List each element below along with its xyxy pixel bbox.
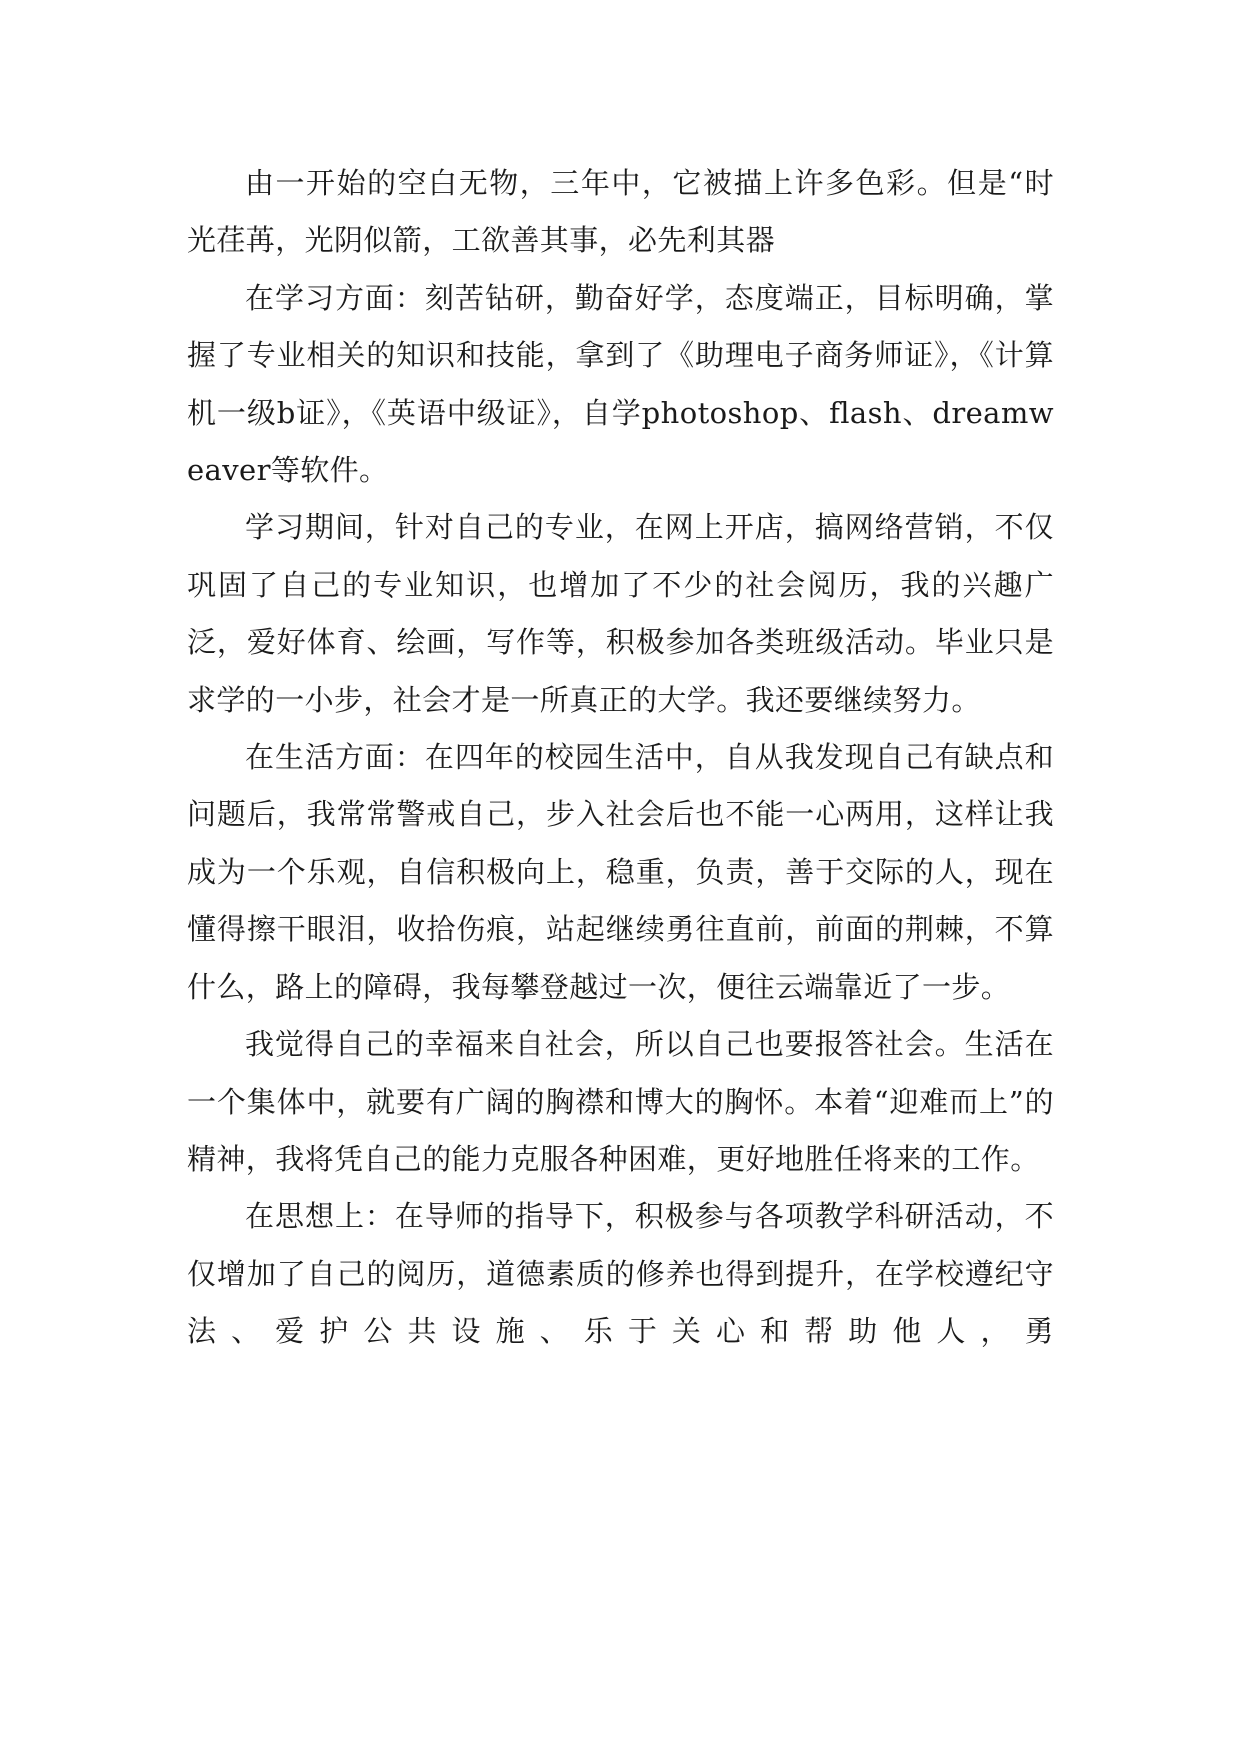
paragraph-life: 在生活方面：在四年的校园生活中，自从我发现自己有缺点和问题后，我常常警戒自己，步入社会后也不能一心两用，这样让我成为一个乐观，自信积极向上，稳重，负责，善于交际的人，现在懂得擦干眼泪，收拾伤痕，站起继续勇往直前，前面的荆棘，不算什么，路上的障碍，我每攀登越过一次，便往云端靠近了一步。: [187, 740, 1054, 1004]
document-body: [187, 155, 1054, 1361]
paragraph-study-period: 学习期间，针对自己的专业，在网上开店，搞网络营销，不仅巩固了自己的专业知识，也增加了不少的社会阅历，我的兴趣广泛，爱好体育、绘画，写作等，积极参加各类班级活动。毕业只是求学的一小步，社会才是一所真正的大学。我还要继续努力。: [187, 510, 1054, 717]
paragraph-society: 我觉得自己的幸福来自社会，所以自己也要报答社会。生活在一个集体中，就要有广阔的胸襟和博大的胸怀。本着“迎难而上”的精神，我将凭自己的能力克服各种困难，更好地胜任将来的工作。: [187, 1027, 1054, 1176]
paragraph-thought: 在思想上：在导师的指导下，积极参与各项教学科研活动，不仅增加了自己的阅历，道德素质的修养也得到提升，在学校遵纪守法、爱护公共设施、乐于关心和帮助他人，勇: [187, 1199, 1054, 1349]
paragraph-study: 在学习方面：刻苦钻研，勤奋好学，态度端正，目标明确，掌握了专业相关的知识和技能，拿到了《助理电子商务师证》，《计算机一级b证》，《英语中级证》，自学photoshop、flash、dreamweaver等软件。: [187, 280, 1054, 488]
paragraph-intro: 由一开始的空白无物，三年中，它被描上许多色彩。但是“时光荏苒，光阴似箭，工欲善其事，必先利其器: [187, 166, 1054, 258]
